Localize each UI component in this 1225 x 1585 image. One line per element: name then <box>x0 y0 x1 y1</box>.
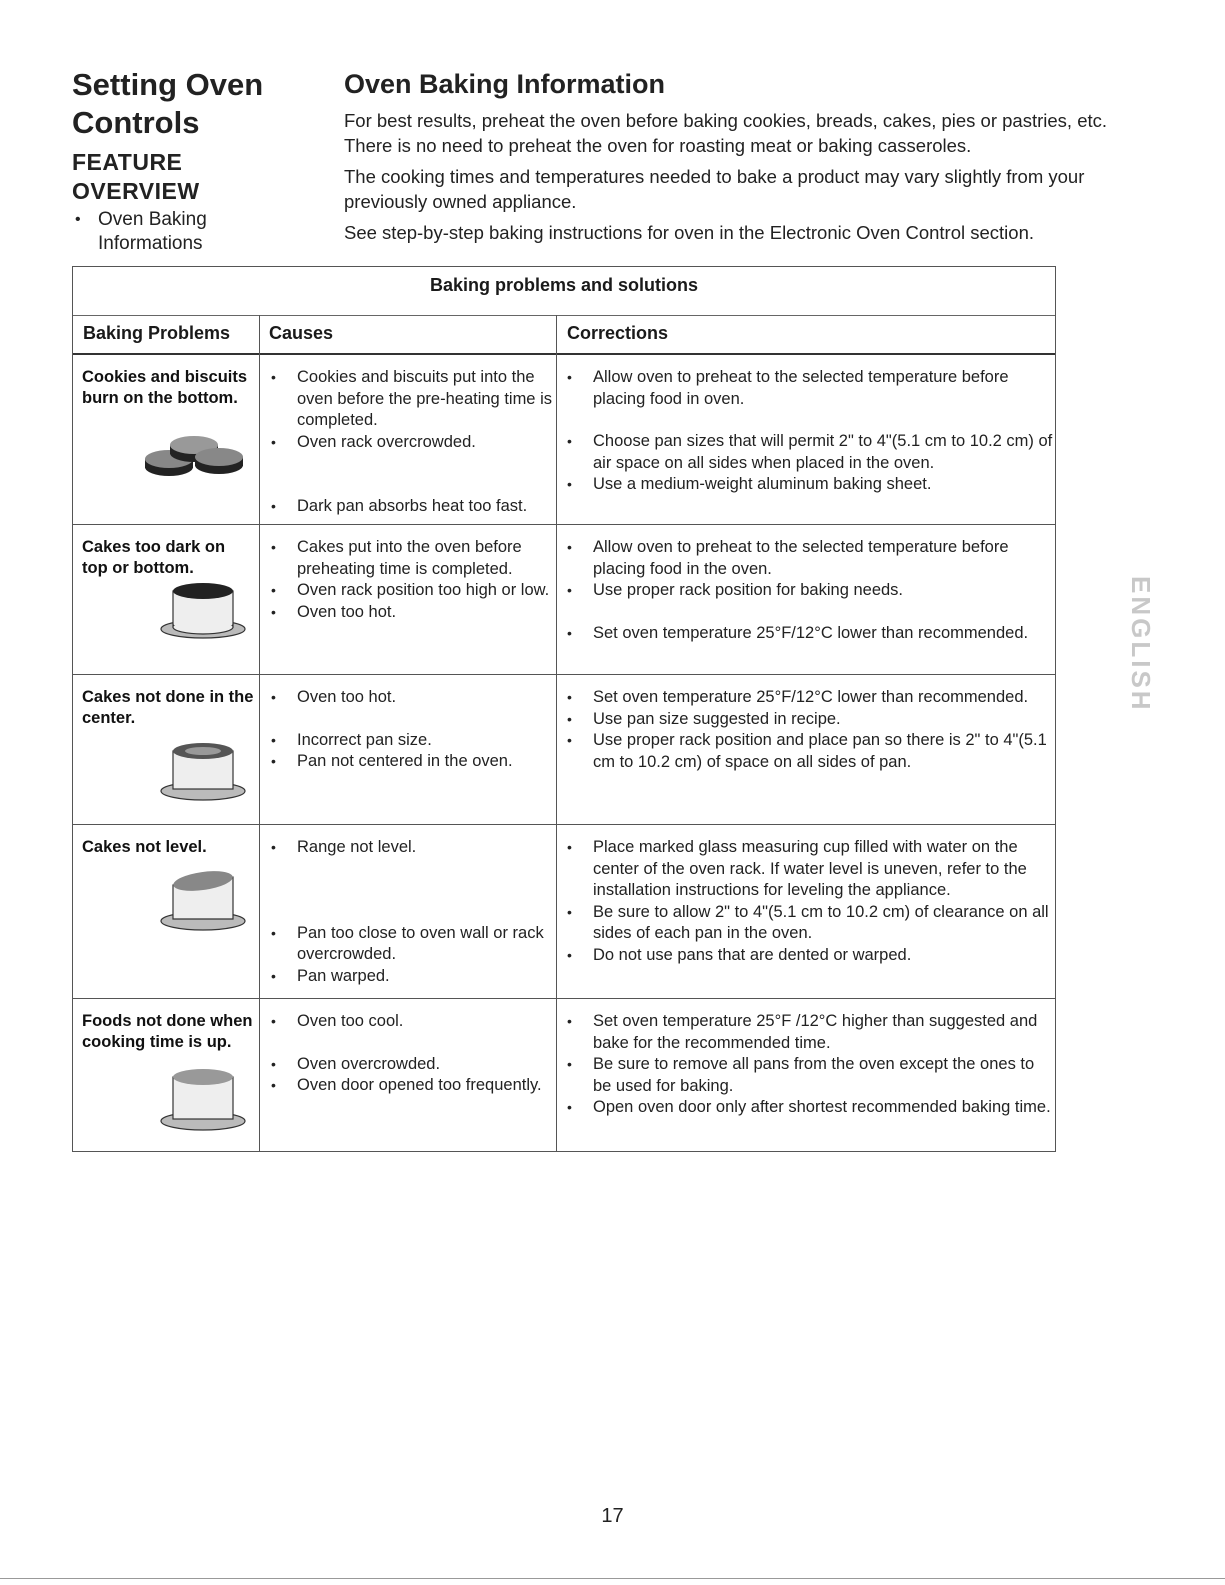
problem-label: Cookies and biscuits burn on the bottom. <box>82 368 248 407</box>
cause-item: • Oven too cool. <box>259 1011 557 1033</box>
corrections-cell <box>557 367 1053 496</box>
table-row <box>73 355 1055 525</box>
problem-label: Cakes not done in the center. <box>82 688 254 727</box>
table-title: Baking problems and solutions <box>73 267 1055 316</box>
correction-item: • Use proper rack position for baking needs. <box>557 580 1053 602</box>
problem-label: Cakes too dark on top or bottom. <box>82 538 226 577</box>
correction-item: • Do not use pans that are dented or warped. <box>557 945 1053 967</box>
cake-illustration <box>157 1061 249 1133</box>
cause-item: • Cakes put into the oven before preheating time is completed. <box>259 537 557 580</box>
correction-item: • Use a medium-weight aluminum baking sheet. <box>557 474 1053 496</box>
corrections-cell <box>557 837 1053 966</box>
section-title: Setting Oven Controls <box>72 67 264 140</box>
cause-item: • Incorrect pan size. <box>259 730 557 752</box>
column-header-problems: Baking Problems <box>83 323 231 343</box>
cause-item: • Oven too hot. <box>259 687 557 709</box>
cause-item: • Pan not centered in the oven. <box>259 751 557 773</box>
page-number: 17 <box>601 1505 624 1527</box>
cause-item: • Dark pan absorbs heat too fast. <box>259 496 557 518</box>
sidebar <box>72 66 312 256</box>
cause-item: • Pan too close to oven wall or rack overcrowded. <box>259 923 557 966</box>
cause-item: • Pan warped. <box>259 966 557 988</box>
section-subtitle: FEATURE OVERVIEW <box>72 149 200 204</box>
correction-item: • Use proper rack position and place pan so there is 2" to 4"(5.1 cm to 10.2 cm) of space on all sides of pan. <box>557 730 1053 773</box>
cause-item: • Oven door opened too frequently. <box>259 1075 557 1097</box>
table-row <box>73 675 1055 825</box>
cause-item: • Oven rack overcrowded. <box>259 432 557 454</box>
correction-item: • Set oven temperature 25°F /12°C higher than suggested and bake for the recommended time. <box>557 1011 1053 1054</box>
baking-problems-table <box>72 266 1056 1152</box>
correction-item: • Set oven temperature 25°F/12°C lower than recommended. <box>557 687 1053 709</box>
feature-list-item: • Oven Baking Informations <box>72 208 312 256</box>
correction-item: • Use pan size suggested in recipe. <box>557 709 1053 731</box>
language-side-tab: ENGLISH <box>1126 576 1156 713</box>
cake-illustration <box>157 735 249 803</box>
intro-paragraph: For best results, preheat the oven before baking cookies, breads, cakes, pies or pastries, etc. There is no need to preheat the oven for roasting meat or baking casseroles. <box>344 110 1108 156</box>
correction-item: • Place marked glass measuring cup filled with water on the center of the oven rack. If water level is uneven, refer to the installation instructions for leveling the appliance. <box>557 837 1053 902</box>
correction-item: • Choose pan sizes that will permit 2" to 4"(5.1 cm to 10.2 cm) of air space on all sides when placed in the oven. <box>557 431 1053 474</box>
correction-item: • Be sure to allow 2" to 4"(5.1 cm to 10.2 cm) of clearance on all sides of each pan in the oven. <box>557 902 1053 945</box>
cause-item: • Oven overcrowded. <box>259 1054 557 1076</box>
correction-item: • Allow oven to preheat to the selected temperature before placing food in the oven. <box>557 537 1053 580</box>
correction-item: • Set oven temperature 25°F/12°C lower than recommended. <box>557 623 1053 645</box>
intro-paragraph: See step-by-step baking instructions for oven in the Electronic Oven Control section. <box>344 222 1034 243</box>
problem-label: Cakes not level. <box>82 838 207 856</box>
cause-item: • Oven rack position too high or low. <box>259 580 557 602</box>
table-row <box>73 525 1055 675</box>
causes-cell <box>259 687 557 773</box>
column-header-causes: Causes <box>269 323 334 343</box>
causes-cell <box>259 367 557 518</box>
problem-label: Foods not done when cooking time is up. <box>82 1012 253 1051</box>
intro-paragraph: The cooking times and temperatures needed to bake a product may vary slightly from your previously owned appliance. <box>344 166 1085 212</box>
table-row <box>73 825 1055 999</box>
corrections-cell <box>557 1011 1053 1119</box>
correction-item: • Open oven door only after shortest recommended baking time. <box>557 1097 1053 1119</box>
tilted-cake-illustration <box>157 865 249 935</box>
causes-cell <box>259 537 557 623</box>
column-header-corrections: Corrections <box>567 323 669 343</box>
corrections-cell <box>557 687 1053 773</box>
page-bottom-rule <box>0 1578 1225 1579</box>
page-heading: Oven Baking Information <box>344 69 666 99</box>
cake-illustration <box>157 577 249 641</box>
correction-item: • Allow oven to preheat to the selected temperature before placing food in oven. <box>557 367 1053 410</box>
table-row <box>73 999 1055 1151</box>
cookies-illustration <box>139 427 249 487</box>
causes-cell <box>259 837 557 987</box>
intro <box>344 68 1144 251</box>
feature-list <box>72 208 312 256</box>
cause-item: • Range not level. <box>259 837 557 859</box>
causes-cell <box>259 1011 557 1097</box>
cause-item: • Cookies and biscuits put into the oven before the pre-heating time is completed. <box>259 367 557 432</box>
cause-item: • Oven too hot. <box>259 602 557 624</box>
corrections-cell <box>557 537 1053 644</box>
correction-item: • Be sure to remove all pans from the oven except the ones to be used for baking. <box>557 1054 1053 1097</box>
